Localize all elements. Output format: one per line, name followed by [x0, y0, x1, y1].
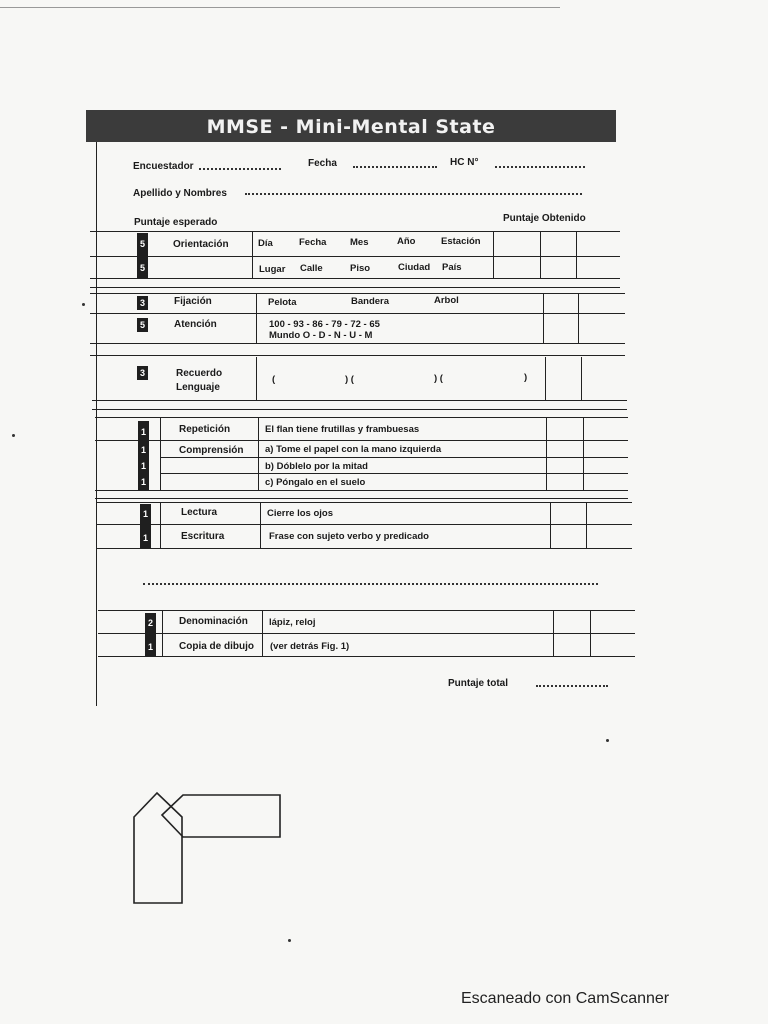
repeticion-text: El flan tiene frutillas y frambuesas: [265, 424, 420, 435]
table-rule: [97, 502, 632, 503]
score-badge: 5: [137, 237, 148, 251]
orientacion-label: Orientación: [173, 239, 229, 250]
left-border: [96, 142, 97, 706]
table-rule: [553, 610, 554, 656]
orientacion-item: Lugar: [259, 264, 286, 275]
score-badge: 1: [138, 443, 149, 457]
fijacion-item: Arbol: [434, 295, 459, 306]
scan-speck: [288, 939, 291, 942]
orientacion-item: Fecha: [299, 237, 327, 248]
table-rule: [95, 490, 628, 491]
score-badge: 1: [140, 507, 151, 521]
comprension-item: a) Tome el papel con la mano izquierda: [265, 444, 442, 455]
table-rule: [546, 417, 547, 490]
table-rule: [583, 417, 584, 490]
apellido-field[interactable]: [245, 193, 582, 195]
hc-field[interactable]: [495, 166, 585, 168]
orientacion-item: Mes: [350, 237, 369, 248]
lenguaje-label: Lenguaje: [176, 382, 220, 393]
table-rule: [493, 231, 494, 278]
scan-edge-line: [0, 7, 560, 8]
table-rule: [590, 610, 591, 656]
orientacion-item: Piso: [350, 263, 371, 274]
puntaje-esperado-label: Puntaje esperado: [134, 217, 218, 228]
atencion-series: 100 - 93 - 86 - 79 - 72 - 65: [269, 319, 380, 330]
score-badge: 3: [137, 296, 148, 310]
table-rule: [90, 287, 620, 288]
table-rule: [586, 502, 587, 548]
score-badge: 2: [145, 616, 156, 630]
atencion-word: Mundo O - D - N - U - M: [269, 330, 373, 341]
table-rule: [258, 417, 259, 490]
table-rule: [160, 417, 161, 490]
denominacion-label: Denominación: [179, 616, 248, 627]
form-title: MMSE - Mini-Mental State: [86, 110, 616, 142]
score-badge: 1: [138, 475, 149, 489]
table-rule: [95, 440, 628, 441]
scan-speck: [82, 303, 85, 306]
scan-speck: [606, 739, 609, 742]
table-rule: [162, 610, 163, 656]
table-rule: [92, 400, 627, 401]
table-rule: [160, 457, 628, 458]
copia-text: (ver detrás Fig. 1): [270, 641, 350, 652]
score-badge: 3: [137, 366, 148, 380]
orientacion-item: Día: [258, 238, 273, 249]
table-rule: [543, 293, 544, 343]
atencion-label: Atención: [174, 319, 217, 330]
lectura-text: Cierre los ojos: [267, 508, 333, 519]
encuestador-label: Encuestador: [133, 161, 194, 172]
table-rule: [95, 498, 628, 499]
table-rule: [581, 357, 582, 400]
recuerdo-paren: (: [272, 374, 276, 385]
recuerdo-paren: ) (: [434, 373, 443, 384]
camscanner-watermark: Escaneado con CamScanner: [461, 990, 670, 1007]
recuerdo-paren: ) (: [345, 374, 354, 385]
table-rule: [550, 502, 551, 548]
fecha-label: Fecha: [308, 158, 337, 169]
denominacion-text: lápiz, reloj: [269, 617, 316, 628]
table-rule: [578, 293, 579, 343]
table-rule: [92, 409, 627, 410]
recuerdo-label: Recuerdo: [176, 368, 223, 379]
table-rule: [545, 357, 546, 400]
table-rule: [540, 231, 541, 278]
score-badge: 1: [140, 531, 151, 545]
table-rule: [256, 357, 257, 400]
table-rule: [90, 355, 625, 356]
table-rule: [90, 278, 620, 279]
fecha-field[interactable]: [353, 166, 437, 168]
table-rule: [262, 610, 263, 656]
pentagon-figure: [125, 785, 290, 910]
comprension-item: b) Dóblelo por la mitad: [265, 461, 368, 472]
fijacion-item: Bandera: [351, 296, 390, 307]
escritura-label: Escritura: [181, 531, 225, 542]
table-rule: [576, 231, 577, 278]
table-rule: [90, 313, 625, 314]
table-rule: [90, 343, 625, 344]
lectura-label: Lectura: [181, 507, 218, 518]
fijacion-label: Fijación: [174, 296, 212, 307]
encuestador-field[interactable]: [199, 168, 281, 170]
table-rule: [97, 524, 632, 525]
table-rule: [98, 633, 635, 634]
table-rule: [160, 502, 161, 548]
score-badge: 1: [138, 459, 149, 473]
puntaje-obtenido-label: Puntaje Obtenido: [503, 213, 586, 224]
table-rule: [260, 502, 261, 548]
score-badge: 5: [137, 261, 148, 275]
repeticion-label: Repetición: [179, 424, 231, 435]
orientacion-item: Estación: [441, 236, 481, 247]
puntaje-total-field[interactable]: [536, 685, 608, 687]
escritura-text: Frase con sujeto verbo y predicado: [269, 531, 429, 542]
apellido-label: Apellido y Nombres: [133, 188, 227, 199]
orientacion-item: Año: [397, 236, 416, 247]
orientacion-item: Ciudad: [398, 262, 431, 273]
orientacion-item: Calle: [300, 263, 323, 274]
score-badge: 1: [145, 640, 156, 654]
hc-label: HC N°: [450, 157, 479, 168]
puntaje-total-label: Puntaje total: [448, 678, 509, 689]
table-rule: [95, 417, 628, 418]
copia-label: Copia de dibujo: [179, 641, 254, 652]
scan-speck: [12, 434, 15, 437]
table-rule: [98, 610, 635, 611]
table-rule: [160, 473, 628, 474]
table-rule: [256, 293, 257, 343]
orientacion-item: País: [442, 262, 462, 273]
score-badge: 5: [137, 318, 148, 332]
comprension-item: c) Póngalo en el suelo: [265, 477, 366, 488]
table-rule: [90, 293, 625, 294]
score-badge: 1: [138, 425, 149, 439]
comprension-label: Comprensión: [179, 445, 244, 456]
table-rule: [98, 656, 635, 657]
table-rule: [252, 231, 253, 278]
fijacion-item: Pelota: [268, 297, 297, 308]
dotted-separator: [143, 583, 598, 585]
table-rule: [97, 548, 632, 549]
recuerdo-paren: ): [524, 372, 528, 383]
